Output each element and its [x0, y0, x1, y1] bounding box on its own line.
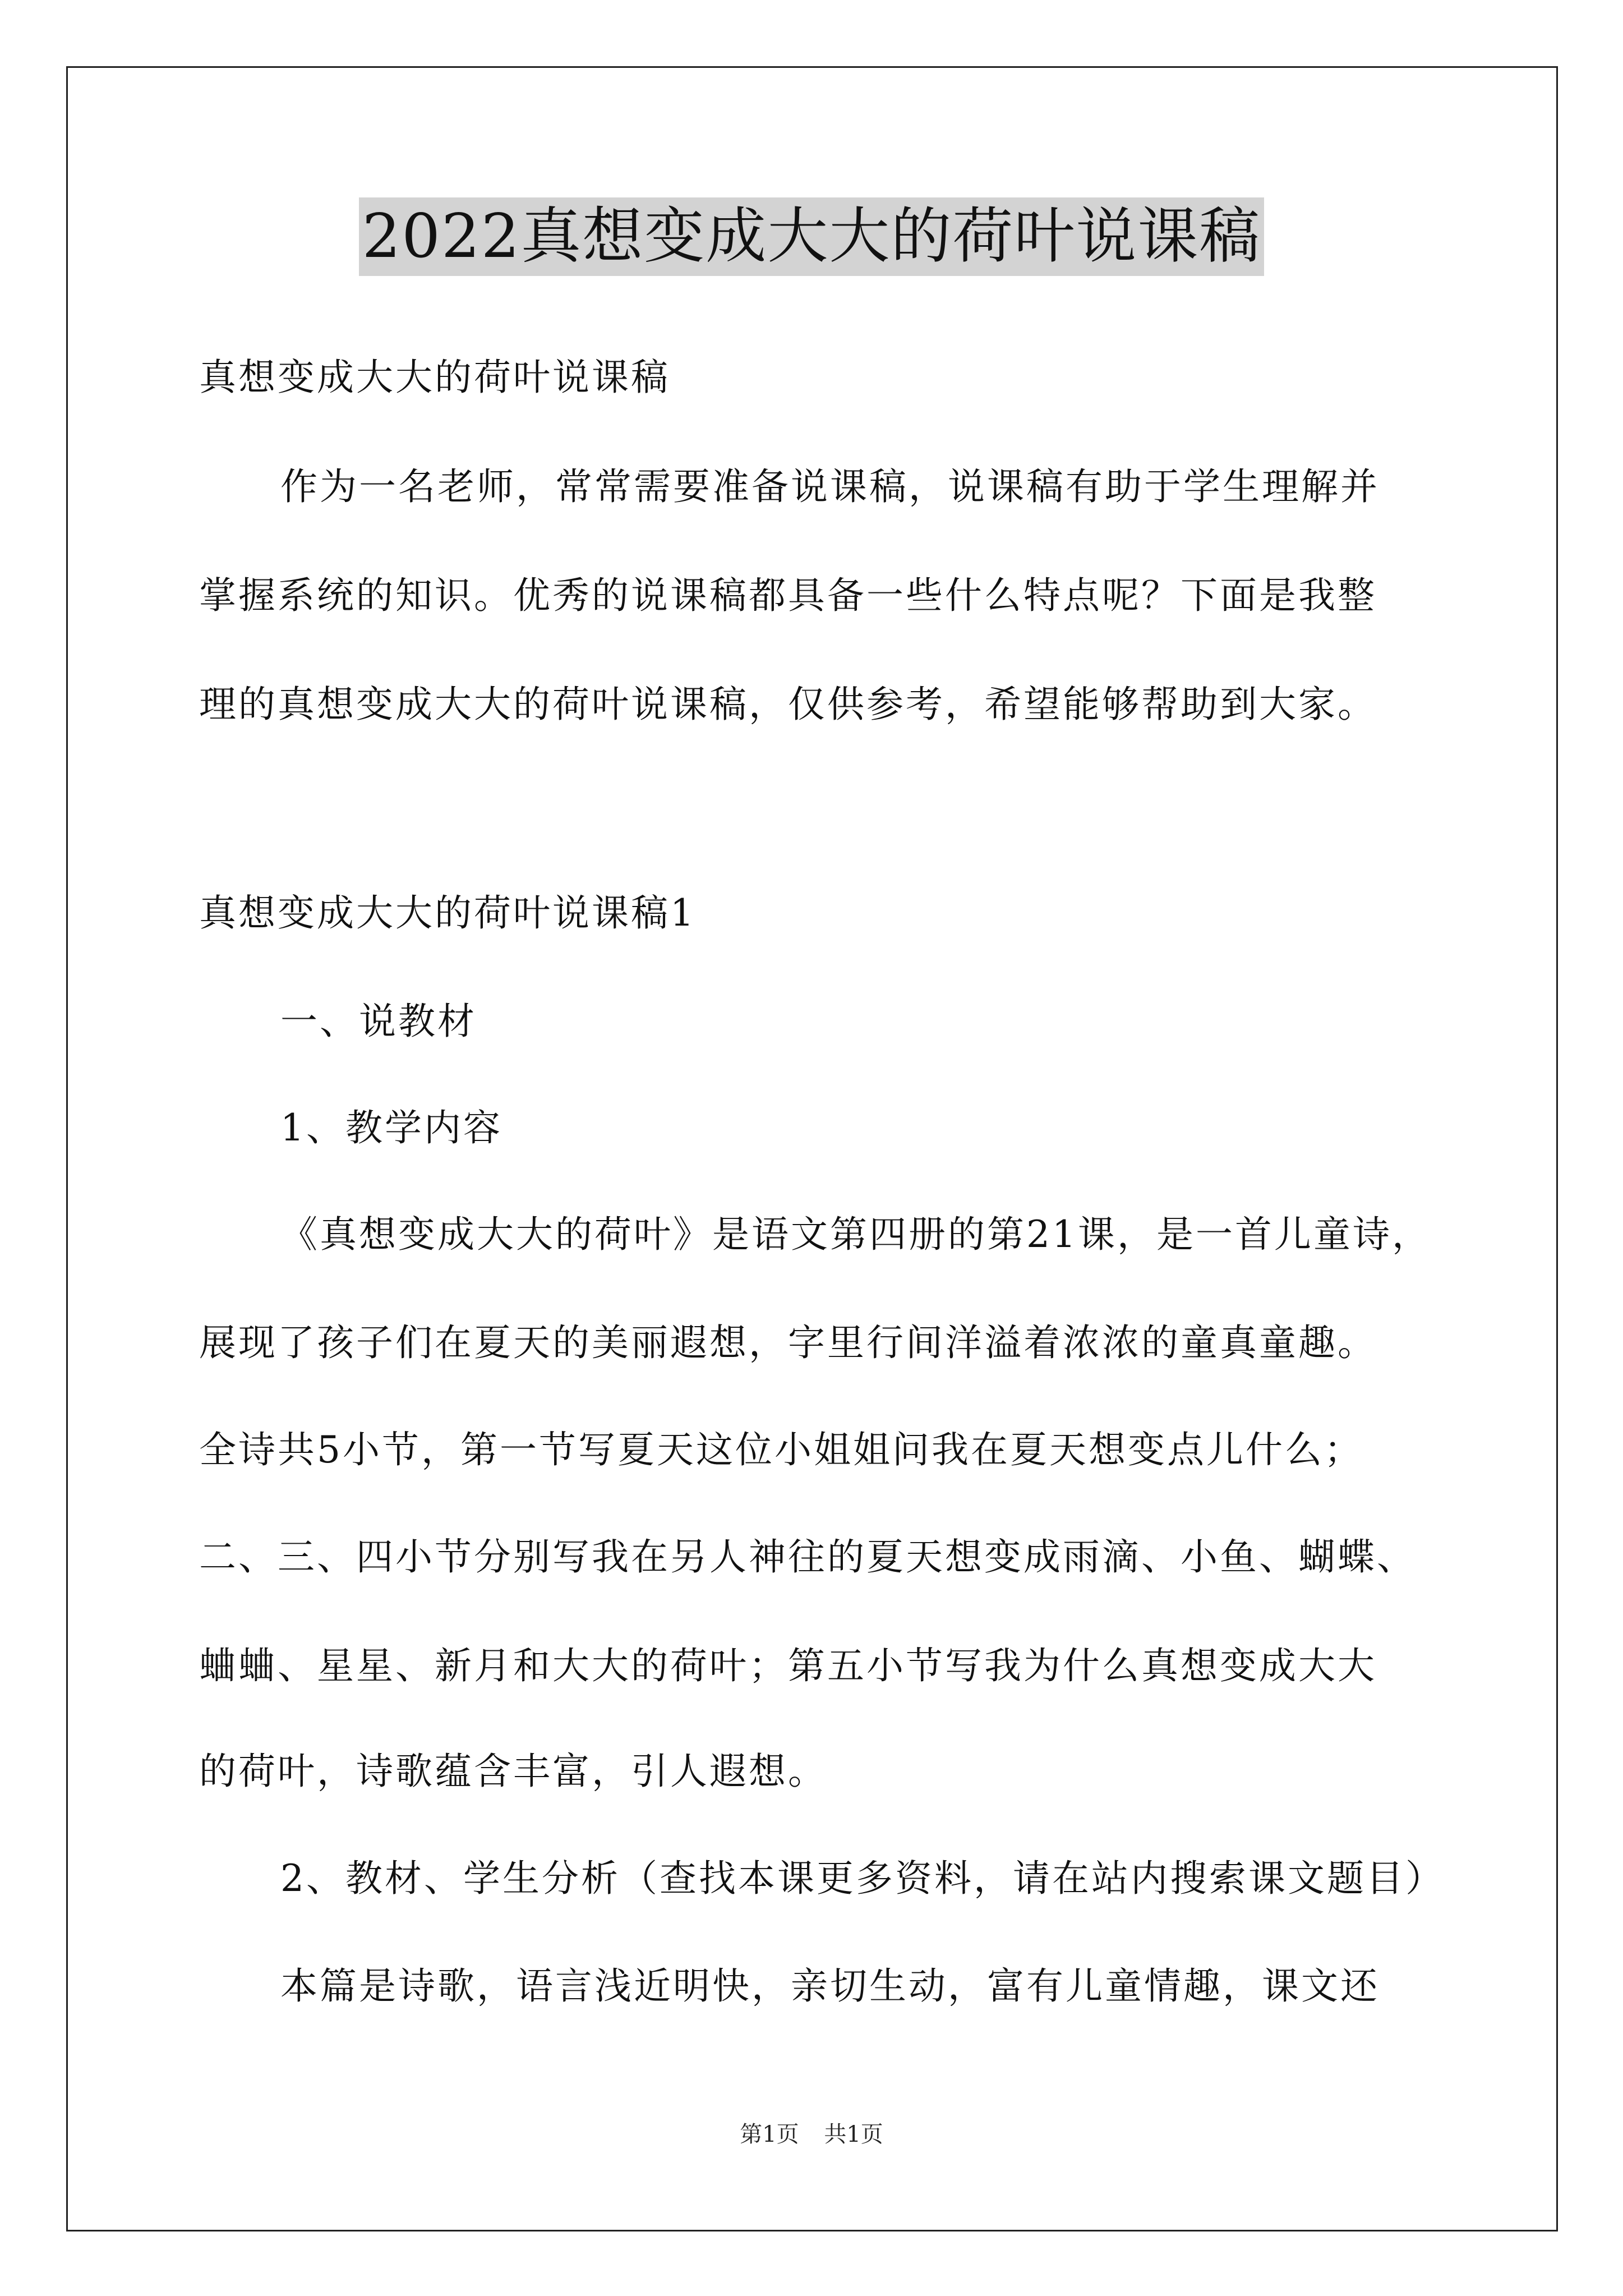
- page-total: 共1页: [824, 2122, 883, 2147]
- paragraph-line: 理的真想变成大大的荷叶说课稿，仅供参考，希望能够帮助到大家。: [199, 683, 1377, 726]
- paragraph-line: 的荷叶，诗歌蕴含丰富，引人遐想。: [199, 1750, 827, 1793]
- paragraph-line: 二、三、四小节分别写我在另人神往的夏天想变成雨滴、小鱼、蝴蝶、: [199, 1535, 1416, 1579]
- paragraph-line: 《真想变成大大的荷叶》是语文第四册的第21课，是一首儿童诗，: [280, 1213, 1431, 1256]
- page-footer: [0, 2118, 1623, 2151]
- paragraph-line: 作为一名老师，常常需要准备说课稿，说课稿有助于学生理解并: [280, 465, 1380, 508]
- subsection-heading: 1、教学内容: [280, 1106, 502, 1149]
- document-title: 2022真想变成大大的荷叶说课稿: [359, 197, 1265, 276]
- title-container: [0, 197, 1623, 276]
- paragraph-line: 本篇是诗歌，语言浅近明快，亲切生动，富有儿童情趣，课文还: [280, 1964, 1380, 2008]
- paragraph-line: 展现了孩子们在夏天的美丽遐想，字里行间洋溢着浓浓的童真童趣。: [199, 1321, 1377, 1364]
- paragraph-line: 全诗共5小节，第一节写夏天这位小姐姐问我在夏天想变点儿什么；: [199, 1428, 1363, 1471]
- paragraph-line: 蛐蛐、星星、新月和大大的荷叶；第五小节写我为什么真想变成大大: [199, 1644, 1377, 1687]
- section-heading: 一、说教材: [280, 1000, 477, 1043]
- subsection-heading: 2、教材、学生分析（查找本课更多资料，请在站内搜索课文题目）: [280, 1857, 1445, 1900]
- subtitle-line: 真想变成大大的荷叶说课稿: [199, 356, 670, 399]
- section-heading: 真想变成大大的荷叶说课稿1: [199, 891, 696, 935]
- page-number: 第1页: [740, 2122, 799, 2147]
- paragraph-line: 掌握系统的知识。优秀的说课稿都具备一些什么特点呢？下面是我整: [199, 574, 1377, 617]
